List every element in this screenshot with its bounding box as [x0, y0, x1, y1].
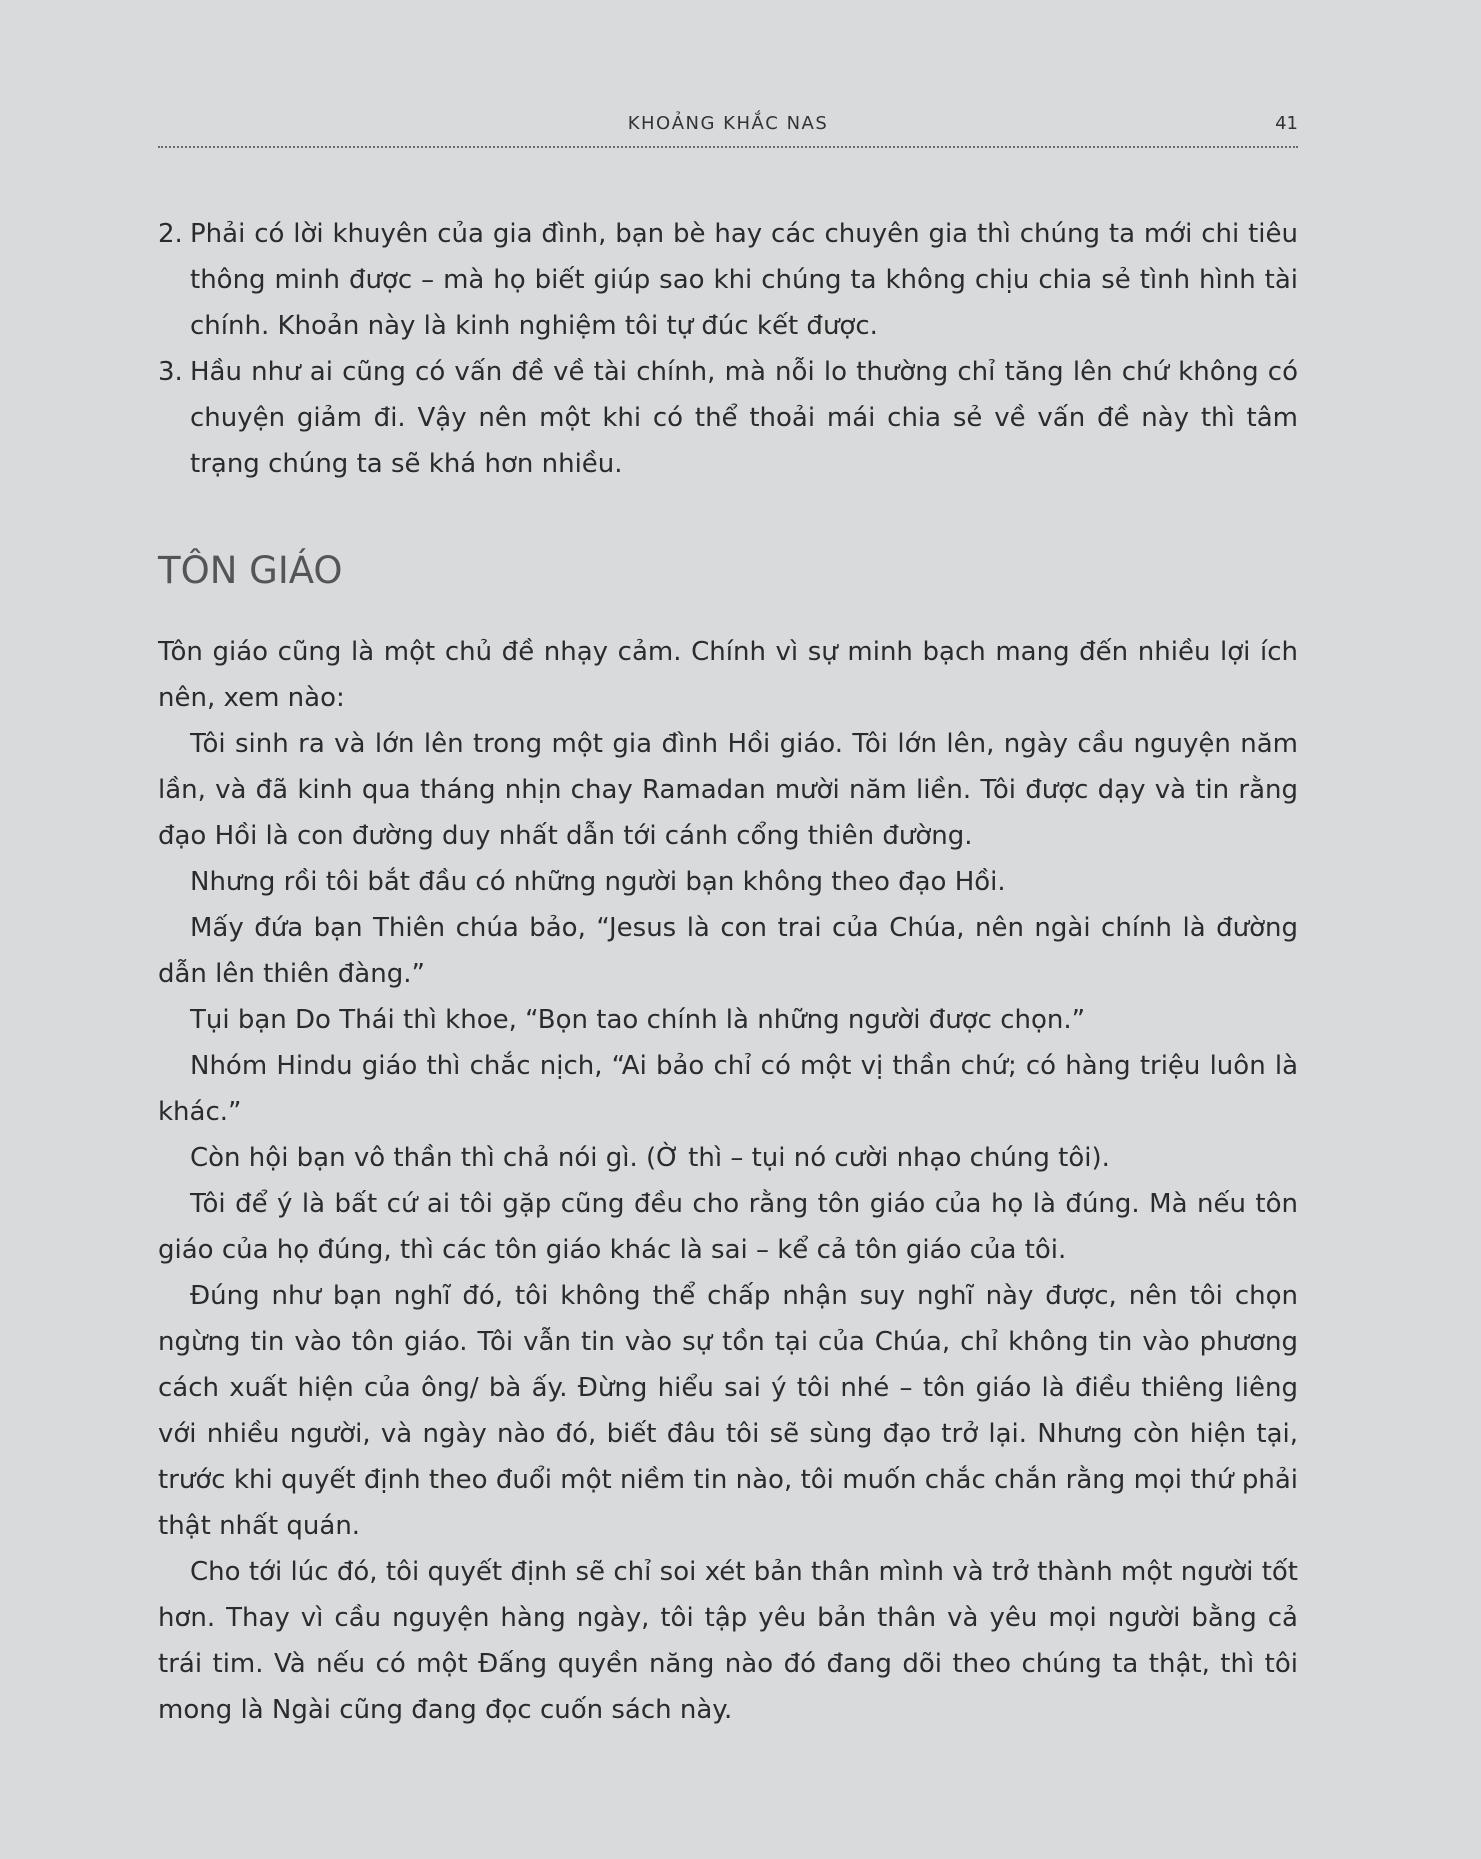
paragraph: Đúng như bạn nghĩ đó, tôi không thể chấp nhận suy nghĩ này được, nên tôi chọn ngừng tin vào tôn giáo. Tôi vẫn tin vào sự tồn tại của Chúa, chỉ không tin vào phương cách xuất hiện của ông/ bà ấy. Đừng hiểu sai ý tôi nhé – tôn giáo là điều thiêng liêng với nhiều người, và ngày nào đó, biết đâu tôi sẽ sùng đạo trở lại. Nhưng còn hiện tại, trước khi quyết định theo đuổi một niềm tin nào, tôi muốn chắc chắn rằng mọi thứ phải thật nhất quán.: [158, 1281, 1298, 1541]
paragraph: Nhưng rồi tôi bắt đầu có những người bạn không theo đạo Hồi.: [190, 867, 1006, 897]
list-item-number: 3.: [158, 357, 183, 387]
numbered-list: [158, 211, 1298, 487]
paragraph: Còn hội bạn vô thần thì chả nói gì. (Ờ thì – tụi nó cười nhạo chúng tôi).: [190, 1143, 1110, 1173]
paragraph: Tôn giáo cũng là một chủ đề nhạy cảm. Chính vì sự minh bạch mang đến nhiều lợi ích nên, xem nào:: [158, 637, 1298, 713]
running-header-title: KHOẢNG KHẮC NAS: [627, 113, 829, 134]
running-header: [158, 110, 1298, 148]
page-content: [158, 211, 1298, 1733]
paragraph: Tụi bạn Do Thái thì khoe, “Bọn tao chính là những người được chọn.”: [190, 1005, 1086, 1035]
section-heading: TÔN GIÁO: [158, 549, 343, 592]
paragraph: Tôi sinh ra và lớn lên trong một gia đình Hồi giáo. Tôi lớn lên, ngày cầu nguyện năm lần, và đã kinh qua tháng nhịn chay Ramadan mười năm liền. Tôi được dạy và tin rằng đạo Hồi là con đường duy nhất dẫn tới cánh cổng thiên đường.: [158, 729, 1298, 851]
list-item: [158, 211, 1298, 349]
list-item-text: Hầu như ai cũng có vấn đề về tài chính, mà nỗi lo thường chỉ tăng lên chứ không có chuyện giảm đi. Vậy nên một khi có thể thoải mái chia sẻ về vấn đề này thì tâm trạng chúng ta sẽ khá hơn nhiều.: [190, 357, 1298, 479]
paragraph: Nhóm Hindu giáo thì chắc nịch, “Ai bảo chỉ có một vị thần chứ; có hàng triệu luôn là khác.”: [158, 1051, 1298, 1127]
paragraph: Tôi để ý là bất cứ ai tôi gặp cũng đều cho rằng tôn giáo của họ là đúng. Mà nếu tôn giáo của họ đúng, thì các tôn giáo khác là sai – kể cả tôn giáo của tôi.: [158, 1189, 1298, 1265]
paragraph: Cho tới lúc đó, tôi quyết định sẽ chỉ soi xét bản thân mình và trở thành một người tốt hơn. Thay vì cầu nguyện hàng ngày, tôi tập yêu bản thân và yêu mọi người bằng cả trái tim. Và nếu có một Đấng quyền năng nào đó đang dõi theo chúng ta thật, thì tôi mong là Ngài cũng đang đọc cuốn sách này.: [158, 1557, 1298, 1725]
list-item-text: Phải có lời khuyên của gia đình, bạn bè hay các chuyên gia thì chúng ta mới chi tiêu thông minh được – mà họ biết giúp sao khi chúng ta không chịu chia sẻ tình hình tài chính. Khoản này là kinh nghiệm tôi tự đúc kết được.: [190, 219, 1298, 341]
list-item: [158, 349, 1298, 487]
list-item-number: 2.: [158, 219, 183, 249]
paragraph: Mấy đứa bạn Thiên chúa bảo, “Jesus là con trai của Chúa, nên ngài chính là đường dẫn lên thiên đàng.”: [158, 913, 1298, 989]
page-number: 41: [1275, 113, 1298, 134]
